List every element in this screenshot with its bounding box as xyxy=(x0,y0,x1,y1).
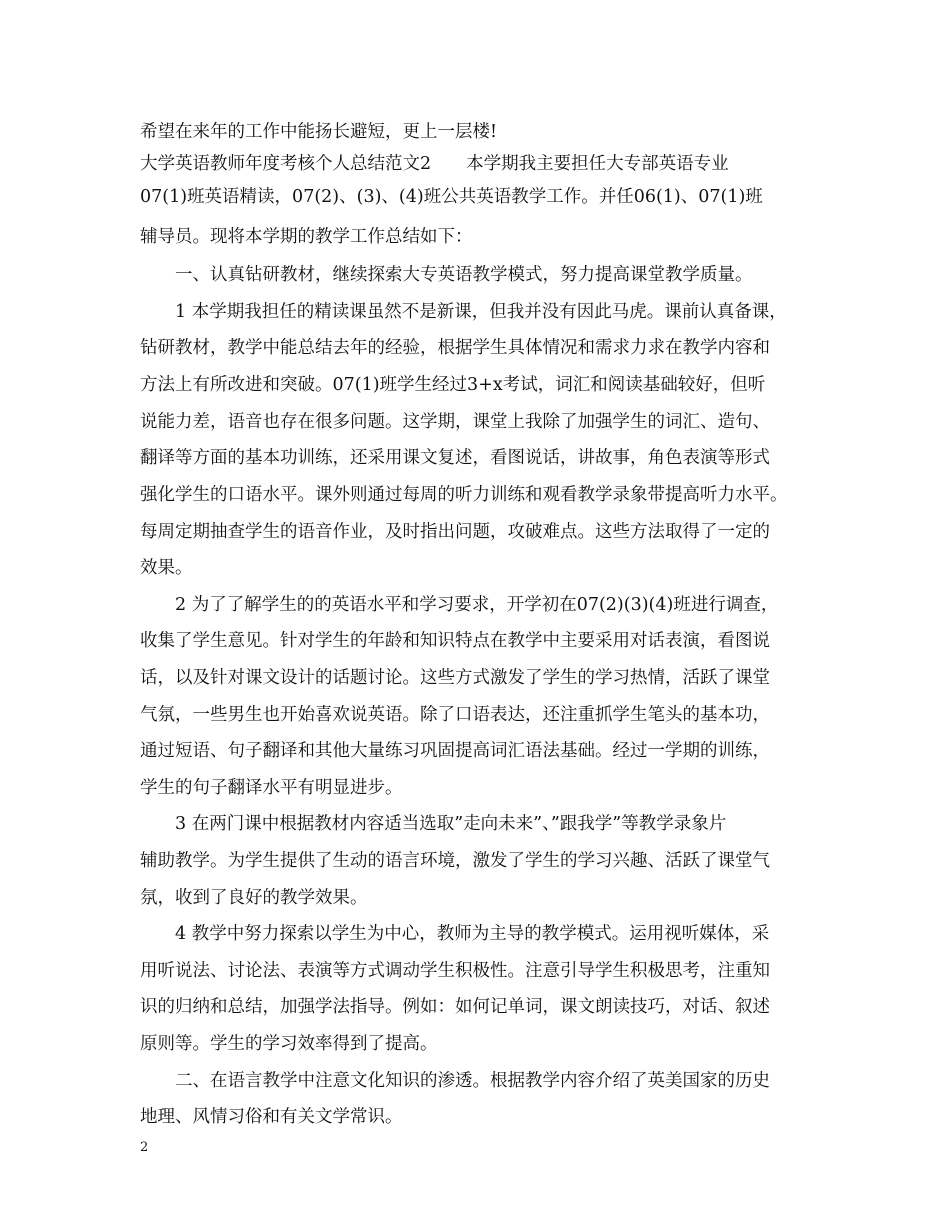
page-number: 2 xyxy=(140,1140,149,1155)
text-line: 氛，收到了良好的教学效果。 xyxy=(140,888,368,908)
text-line: 2 为了了解学生的的英语水平和学习要求，开学初在07(2)(3)(4)班进行调查， xyxy=(140,595,779,615)
text-line: 用听说法、讨论法、表演等方式调动学生积极性。注意引导学生积极思考，注重知 xyxy=(140,961,770,981)
text-line: 1 本学期我担任的精读课虽然不是新课，但我并没有因此马虎。课前认真备课， xyxy=(140,302,787,322)
text-line: 辅导员。现将本学期的教学工作总结如下： xyxy=(140,227,473,247)
text-line: 希望在来年的工作中能扬长避短，更上一层楼! xyxy=(140,122,498,142)
text-line: 原则等。学生的学习效率得到了提高。 xyxy=(140,1034,438,1054)
text-line: 说能力差，语音也存在很多问题。这学期，课堂上我除了加强学生的词汇、造句、 xyxy=(140,412,770,432)
text-line: 强化学生的口语水平。课外则通过每周的听力训练和观看教学录象带提高听力水平。 xyxy=(140,485,788,505)
section-heading: 一、认真钻研教材，继续探索大专英语教学模式，努力提高课堂教学质量。 xyxy=(140,265,753,285)
text-line: 07(1)班英语精读，07(2)、(3)、(4)班公共英语教学工作。并任06(1)、07(1)班 xyxy=(140,187,763,207)
section-heading: 二、在语言教学中注意文化知识的渗透。根据教学内容介绍了英美国家的历史 xyxy=(140,1071,770,1091)
text-line: 大学英语教师年度考核个人总结范文2 本学期我主要担任大专部英语专业 xyxy=(140,154,729,174)
text-line: 方法上有所改进和突破。07(1)班学生经过3+x考试，词汇和阅读基础较好，但听 xyxy=(140,375,766,395)
text-line: 钻研教材，教学中能总结去年的经验，根据学生具体情况和需求力求在教学内容和 xyxy=(140,338,770,358)
text-line: 地理、风情习俗和有关文学常识。 xyxy=(140,1107,403,1127)
text-line: 气氛，一些男生也开始喜欢说英语。除了口语表达，还注重抓学生笔头的基本功， xyxy=(140,705,770,725)
text-line: 话，以及针对课文设计的话题讨论。这些方式激发了学生的学习热情，活跃了课堂 xyxy=(140,668,770,688)
text-line: 3 在两门课中根据教材内容适当选取”走向未来”、”跟我学”等教学录象片 xyxy=(140,814,727,834)
text-line: 识的归纳和总结，加强学法指导。例如：如何记单词，课文朗读技巧，对话、叙述 xyxy=(140,997,770,1017)
text-line: 收集了学生意见。针对学生的年龄和知识特点在教学中主要采用对话表演，看图说 xyxy=(140,631,770,651)
text-line: 效果。 xyxy=(140,558,193,578)
text-line: 通过短语、句子翻译和其他大量练习巩固提高词汇语法基础。经过一学期的训练， xyxy=(140,741,770,761)
text-line: 学生的句子翻译水平有明显进步。 xyxy=(140,778,403,798)
text-line: 辅助教学。为学生提供了生动的语言环境，激发了学生的学习兴趣、活跃了课堂气 xyxy=(140,851,770,871)
text-line: 每周定期抽查学生的语音作业，及时指出问题，攻破难点。这些方法取得了一定的 xyxy=(140,522,770,542)
text-line: 4 教学中努力探索以学生为中心，教师为主导的教学模式。运用视听媒体，采 xyxy=(140,924,770,944)
text-line: 翻译等方面的基本功训练，还采用课文复述，看图说话，讲故事，角色表演等形式 xyxy=(140,448,770,468)
